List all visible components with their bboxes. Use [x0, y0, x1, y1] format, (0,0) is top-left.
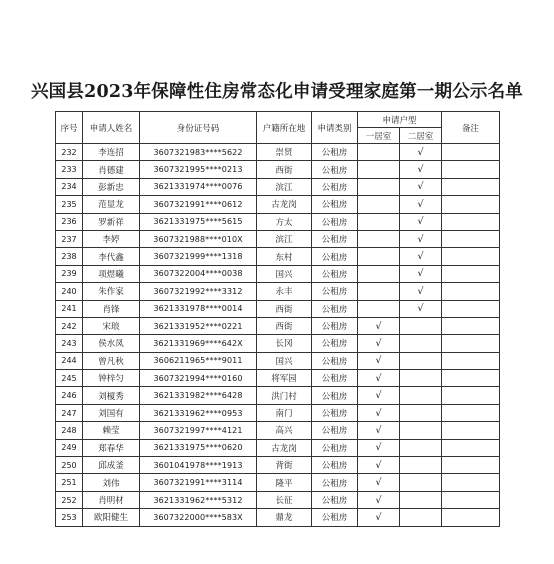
cell-household: 东村 [257, 248, 312, 265]
cell-category: 公租房 [312, 387, 358, 404]
cell-seq: 246 [56, 387, 83, 404]
cell-one-room [358, 283, 400, 300]
table-row [56, 404, 500, 421]
cell-two-room [400, 457, 442, 474]
cell-id-number: 3607321991****3114 [140, 474, 257, 491]
cell-id-number: 3621331974****0076 [140, 178, 257, 195]
header-id: 身份证号码 [140, 112, 257, 144]
cell-category: 公租房 [312, 161, 358, 178]
cell-category: 公租房 [312, 178, 358, 195]
cell-one-room [358, 300, 400, 317]
cell-one-room: √ [358, 491, 400, 508]
cell-name: 彭新忠 [83, 178, 140, 195]
cell-category: 公租房 [312, 248, 358, 265]
cell-two-room [400, 439, 442, 456]
cell-household: 南门 [257, 404, 312, 421]
cell-two-room: √ [400, 283, 442, 300]
cell-one-room [358, 265, 400, 282]
cell-category: 公租房 [312, 213, 358, 230]
cell-id-number: 3607321997****4121 [140, 422, 257, 439]
cell-id-number: 3621331952****0221 [140, 317, 257, 334]
cell-name: 郑春华 [83, 439, 140, 456]
cell-id-number: 3607321999****1318 [140, 248, 257, 265]
table-row [56, 213, 500, 230]
cell-seq: 247 [56, 404, 83, 421]
table-row [56, 370, 500, 387]
cell-seq: 252 [56, 491, 83, 508]
cell-name: 欧阳健生 [83, 509, 140, 526]
table-row [56, 196, 500, 213]
cell-remark [442, 491, 500, 508]
cell-two-room [400, 352, 442, 369]
table-row [56, 161, 500, 178]
cell-remark [442, 370, 500, 387]
cell-category: 公租房 [312, 300, 358, 317]
cell-remark [442, 248, 500, 265]
cell-one-room: √ [358, 457, 400, 474]
header-household: 户籍所在地 [257, 112, 312, 144]
cell-id-number: 3621331978****0014 [140, 300, 257, 317]
cell-remark [442, 317, 500, 334]
cell-remark [442, 300, 500, 317]
cell-seq: 232 [56, 144, 83, 161]
cell-one-room: √ [358, 317, 400, 334]
table-row [56, 387, 500, 404]
cell-id-number: 3621331962****0953 [140, 404, 257, 421]
cell-category: 公租房 [312, 457, 358, 474]
cell-id-number: 3607321988****010X [140, 230, 257, 247]
cell-id-number: 3601041978****1913 [140, 457, 257, 474]
cell-one-room [358, 213, 400, 230]
table-body [56, 144, 500, 527]
cell-two-room: √ [400, 300, 442, 317]
cell-household: 西街 [257, 300, 312, 317]
cell-household: 古龙岗 [257, 439, 312, 456]
cell-seq: 253 [56, 509, 83, 526]
cell-remark [442, 335, 500, 352]
cell-seq: 241 [56, 300, 83, 317]
cell-household: 高兴 [257, 422, 312, 439]
cell-two-room [400, 370, 442, 387]
cell-seq: 249 [56, 439, 83, 456]
cell-one-room: √ [358, 370, 400, 387]
cell-one-room: √ [358, 474, 400, 491]
cell-remark [442, 161, 500, 178]
cell-seq: 245 [56, 370, 83, 387]
cell-household: 国兴 [257, 265, 312, 282]
cell-household: 将军园 [257, 370, 312, 387]
cell-two-room: √ [400, 161, 442, 178]
cell-seq: 250 [56, 457, 83, 474]
cell-remark [442, 178, 500, 195]
cell-name: 曾凡秋 [83, 352, 140, 369]
cell-household: 滨江 [257, 230, 312, 247]
table-row [56, 439, 500, 456]
table-row [56, 335, 500, 352]
cell-remark [442, 457, 500, 474]
cell-two-room [400, 404, 442, 421]
table-row [56, 248, 500, 265]
cell-two-room [400, 509, 442, 526]
cell-name: 钟梓匀 [83, 370, 140, 387]
cell-name: 李代鑫 [83, 248, 140, 265]
cell-household: 鼎龙 [257, 509, 312, 526]
cell-two-room [400, 474, 442, 491]
cell-id-number: 3607322004****0038 [140, 265, 257, 282]
cell-household: 西街 [257, 317, 312, 334]
cell-household: 洪门村 [257, 387, 312, 404]
cell-household: 永丰 [257, 283, 312, 300]
cell-name: 罗新祥 [83, 213, 140, 230]
cell-category: 公租房 [312, 404, 358, 421]
cell-name: 李婷 [83, 230, 140, 247]
cell-seq: 233 [56, 161, 83, 178]
cell-seq: 236 [56, 213, 83, 230]
cell-household: 西街 [257, 161, 312, 178]
cell-one-room: √ [358, 387, 400, 404]
cell-one-room [358, 178, 400, 195]
cell-name: 刘伟 [83, 474, 140, 491]
cell-one-room [358, 144, 400, 161]
cell-household: 古龙岗 [257, 196, 312, 213]
cell-two-room [400, 491, 442, 508]
header-two-room: 二居室 [400, 128, 442, 144]
cell-remark [442, 422, 500, 439]
cell-one-room: √ [358, 422, 400, 439]
cell-remark [442, 265, 500, 282]
cell-one-room: √ [358, 352, 400, 369]
cell-seq: 235 [56, 196, 83, 213]
header-name: 申请人姓名 [83, 112, 140, 144]
table-row [56, 144, 500, 161]
cell-name: 肖锋 [83, 300, 140, 317]
cell-seq: 234 [56, 178, 83, 195]
cell-name: 范显龙 [83, 196, 140, 213]
header-one-room: 一居室 [358, 128, 400, 144]
cell-name: 邱成釜 [83, 457, 140, 474]
cell-name: 刘榎秀 [83, 387, 140, 404]
cell-id-number: 3621331975****0620 [140, 439, 257, 456]
cell-remark [442, 439, 500, 456]
cell-id-number: 3621331975****5615 [140, 213, 257, 230]
cell-seq: 242 [56, 317, 83, 334]
table-row [56, 178, 500, 195]
cell-id-number: 3607321983****5622 [140, 144, 257, 161]
cell-two-room: √ [400, 196, 442, 213]
cell-id-number: 3621331969****642X [140, 335, 257, 352]
cell-two-room: √ [400, 230, 442, 247]
cell-one-room: √ [358, 509, 400, 526]
cell-remark [442, 352, 500, 369]
cell-category: 公租房 [312, 317, 358, 334]
cell-name: 宋琅 [83, 317, 140, 334]
header-category: 申请类别 [312, 112, 358, 144]
cell-household: 方太 [257, 213, 312, 230]
cell-seq: 237 [56, 230, 83, 247]
header-remark: 备注 [442, 112, 500, 144]
cell-category: 公租房 [312, 230, 358, 247]
cell-one-room [358, 161, 400, 178]
cell-seq: 240 [56, 283, 83, 300]
cell-category: 公租房 [312, 509, 358, 526]
cell-id-number: 3607321995****0213 [140, 161, 257, 178]
cell-one-room: √ [358, 439, 400, 456]
cell-name: 朱作家 [83, 283, 140, 300]
table-row [56, 457, 500, 474]
applicant-table [55, 111, 500, 527]
table-row [56, 422, 500, 439]
cell-one-room [358, 230, 400, 247]
cell-one-room [358, 248, 400, 265]
cell-id-number: 3607321991****0612 [140, 196, 257, 213]
cell-id-number: 3607321992****3312 [140, 283, 257, 300]
cell-category: 公租房 [312, 474, 358, 491]
cell-household: 隆平 [257, 474, 312, 491]
cell-category: 公租房 [312, 422, 358, 439]
cell-category: 公租房 [312, 265, 358, 282]
cell-name: 李连招 [83, 144, 140, 161]
cell-name: 侯水凤 [83, 335, 140, 352]
page-title: 兴国县2023年保障性住房常态化申请受理家庭第一期公示名单 [30, 82, 523, 102]
cell-category: 公租房 [312, 370, 358, 387]
cell-two-room: √ [400, 248, 442, 265]
cell-id-number: 3607321994****0160 [140, 370, 257, 387]
cell-one-room [358, 196, 400, 213]
table-row [56, 474, 500, 491]
table-row [56, 230, 500, 247]
table-row [56, 265, 500, 282]
header-seq: 序号 [56, 112, 83, 144]
cell-two-room [400, 317, 442, 334]
cell-household: 长征 [257, 491, 312, 508]
cell-household: 长冈 [257, 335, 312, 352]
cell-seq: 239 [56, 265, 83, 282]
cell-name: 肖德建 [83, 161, 140, 178]
cell-two-room: √ [400, 178, 442, 195]
cell-household: 崇贤 [257, 144, 312, 161]
cell-name: 肖明材 [83, 491, 140, 508]
cell-remark [442, 213, 500, 230]
cell-seq: 248 [56, 422, 83, 439]
cell-remark [442, 509, 500, 526]
cell-id-number: 3621331982****6428 [140, 387, 257, 404]
cell-two-room: √ [400, 144, 442, 161]
cell-name: 刘国有 [83, 404, 140, 421]
cell-two-room [400, 335, 442, 352]
cell-category: 公租房 [312, 283, 358, 300]
cell-remark [442, 283, 500, 300]
cell-two-room [400, 422, 442, 439]
cell-id-number: 3607322000****583X [140, 509, 257, 526]
cell-one-room: √ [358, 404, 400, 421]
cell-household: 背街 [257, 457, 312, 474]
cell-two-room: √ [400, 265, 442, 282]
cell-remark [442, 404, 500, 421]
cell-category: 公租房 [312, 491, 358, 508]
cell-seq: 243 [56, 335, 83, 352]
cell-category: 公租房 [312, 335, 358, 352]
cell-name: 项煜曦 [83, 265, 140, 282]
header-unit-type: 申请户型 [358, 112, 442, 128]
cell-category: 公租房 [312, 196, 358, 213]
table-row [56, 300, 500, 317]
table-row [56, 509, 500, 526]
cell-household: 国兴 [257, 352, 312, 369]
cell-one-room: √ [358, 335, 400, 352]
cell-household: 滨江 [257, 178, 312, 195]
table-row [56, 283, 500, 300]
cell-seq: 251 [56, 474, 83, 491]
cell-remark [442, 230, 500, 247]
cell-seq: 244 [56, 352, 83, 369]
table-row [56, 491, 500, 508]
cell-two-room [400, 387, 442, 404]
cell-id-number: 3606211965****9011 [140, 352, 257, 369]
cell-remark [442, 387, 500, 404]
cell-category: 公租房 [312, 352, 358, 369]
cell-category: 公租房 [312, 439, 358, 456]
cell-category: 公租房 [312, 144, 358, 161]
cell-id-number: 3621331962****5312 [140, 491, 257, 508]
table-row [56, 317, 500, 334]
cell-name: 赖莹 [83, 422, 140, 439]
cell-seq: 238 [56, 248, 83, 265]
table-row [56, 352, 500, 369]
cell-remark [442, 144, 500, 161]
cell-two-room: √ [400, 213, 442, 230]
cell-remark [442, 474, 500, 491]
cell-remark [442, 196, 500, 213]
